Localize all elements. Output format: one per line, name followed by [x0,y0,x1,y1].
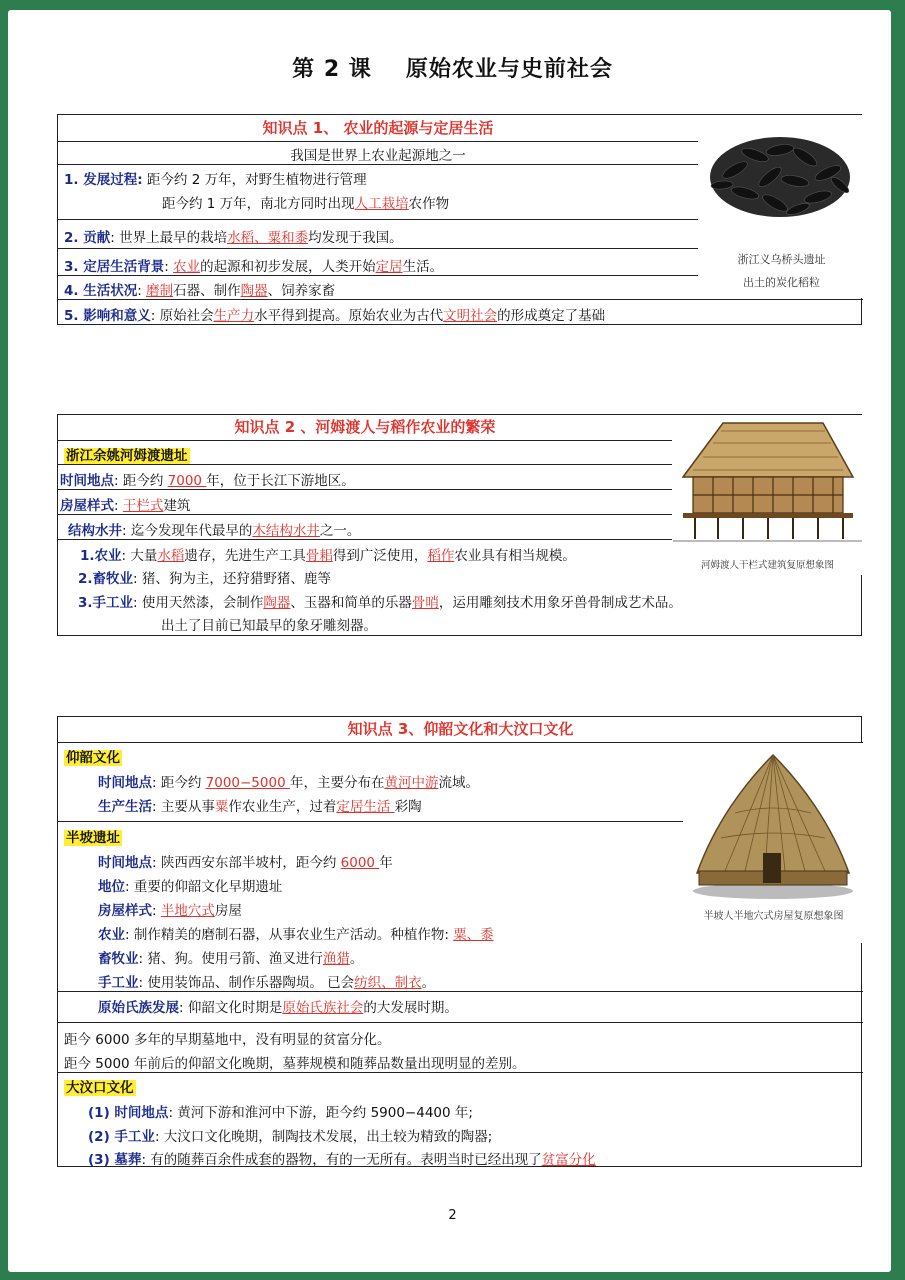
text-development-2: 距今约 1 万年，南北方同时出现 [162,196,355,212]
text: : 迄今发现年代最早的 [122,523,253,539]
label-agriculture: 农业 [98,927,125,943]
key-term: 水稻 [157,548,185,564]
text: : 猪、狗为主，还狩猎野猪、鹿等 [133,571,331,587]
text: 的大发展时期。 [363,1000,458,1016]
key-term: 粟 [214,799,229,815]
key-term: 定居生活 [336,799,395,815]
key-term: 7000−5000 [205,775,290,791]
text: : 原始社会 [150,308,214,324]
text: ，运用雕刻技术用象牙兽骨制成艺术品。 [438,595,682,611]
text-ivory: 出土了目前已知最早的象牙雕刻器。 [161,618,377,634]
stilt-house-illustration [673,415,862,545]
caption: 半坡人半地穴式房屋复原想象图 [703,911,844,922]
text: : 世界上最早的栽培 [110,230,228,246]
label-handicraft: (2) 手工业 [88,1129,155,1145]
key-term: 粟、黍 [453,927,494,943]
label-livestock: 2.畜牧业 [78,571,134,587]
text: 之一。 [319,523,361,539]
text: : 大量 [121,548,158,564]
text-development-1: 距今约 2 万年，对野生植物进行管理 [146,172,367,188]
text: 遗存，先进生产工具 [184,548,306,564]
text: 年 [379,855,393,871]
label-well: 结构水井 [68,523,122,539]
section-1-subheading: 我国是世界上农业起源地之一 [290,148,466,164]
text: 石器、制作 [173,283,241,299]
key-term: 7000 [167,473,207,489]
text: 的形成奠定了基础 [497,308,606,324]
label-contribution: 2. 贡献 [64,230,111,246]
label-burial: (3) 墓葬 [88,1152,142,1168]
caption-line-2: 出土的炭化稻粒 [743,276,820,289]
label-living: 4. 生活状况 [64,283,138,299]
site-name: 浙江余姚河姆渡遗址 [66,448,188,464]
lesson-number: 第 2 课 [292,57,372,82]
text: : 距今约 [152,775,206,791]
text: : 使用装饰品、制作乐器陶埙。 已会 [138,975,355,991]
label-handicraft: 3.手工业 [78,595,134,611]
key-term: 农业 [173,259,201,275]
text: 生活。 [402,259,444,275]
key-term: 陶器 [240,283,268,299]
carbonized-rice-illustration [700,115,863,235]
key-term: 贫富分化 [541,1152,596,1168]
label-house-style: 房屋样式 [60,498,114,514]
text: 农业具有相当规模。 [454,548,576,564]
label-status: 地位 [98,879,125,895]
label-handicraft: 手工业 [98,975,139,991]
text: 房屋 [214,903,242,919]
label-livestock: 畜牧业 [98,951,139,967]
key-term: 渔猎 [322,951,350,967]
label-production: 生产生活 [98,799,152,815]
key-term: 骨哨 [411,595,439,611]
text: : 猪、狗。使用弓箭、渔叉进行 [138,951,323,967]
text: 均发现于我国。 [308,230,403,246]
key-term: 原始氏族社会 [282,1000,364,1016]
text: : 重要的仰韶文化早期遗址 [125,879,283,895]
lesson-title: 原始农业与史前社会 [405,57,613,82]
text: : 距今约 [114,473,168,489]
text: : 大汶口文化晚期，制陶技术发展，出土较为精致的陶器; [154,1129,493,1145]
page-title [0,52,905,83]
text-tomb-early: 距今 6000 多年的早期墓地中，没有明显的贫富分化。 [64,1032,391,1048]
key-term: 半地穴式 [160,903,215,919]
text: : 制作精美的磨制石器，从事农业生产活动。种植作物: [125,927,454,943]
text: 水平得到提高。原始农业为古代 [254,308,444,324]
key-term: 人工栽培 [354,196,409,212]
text: 得到广泛使用， [332,548,428,564]
semi-subterranean-house-image [685,743,862,943]
label-agriculture: 1.农业 [80,548,122,564]
text: : 有的随葬百余件成套的器物，有的一无所有。表明当时已经出现了 [141,1152,542,1168]
dawenkou-heading: 大汶口文化 [66,1080,134,1096]
key-term: 黄河中游 [384,775,439,791]
label-time-place: (1) 时间地点 [88,1105,169,1121]
label-time-place: 时间地点 [98,775,152,791]
text: 建筑 [163,498,191,514]
key-term: 定居 [375,259,403,275]
text: : [152,903,161,919]
text: 彩陶 [394,799,422,815]
text: 。 [349,951,364,967]
text: 。 [421,975,436,991]
text: 作农业生产，过着 [228,799,337,815]
caption-line-1: 浙江义乌桥头遗址 [737,253,826,266]
caption: 河姆渡人干栏式建筑复原想象图 [700,560,834,571]
label-clan-development: 原始氏族发展 [98,1000,179,1016]
label-development: 1. 发展过程: [64,172,143,188]
key-term: 纺织、制衣 [354,975,422,991]
key-term: 水稻、粟和黍 [227,230,309,246]
text: 农作物 [408,196,450,212]
key-term: 稻作 [427,548,455,564]
label-time-place: 时间地点 [98,855,152,871]
section-1-heading: 知识点 1、 农业的起源与定居生活 [58,115,698,142]
key-term: 磨制 [146,283,174,299]
text: : 使用天然漆，会制作 [133,595,264,611]
banpo-heading: 半坡遗址 [66,830,120,846]
text: : 仰韶文化时期是 [179,1000,283,1016]
text: 流域。 [438,775,479,791]
text-tomb-late: 距今 5000 年前后的仰韶文化晚期，墓葬规模和随葬品数量出现明显的差别。 [64,1056,526,1072]
text: : 陕西西安东部半坡村，距今约 [152,855,341,871]
text: : [137,283,147,299]
key-term: 生产力 [213,308,255,324]
key-term: 陶器 [263,595,291,611]
text: 的起源和初步发展，人类开始 [200,259,376,275]
key-term: 文明社会 [443,308,498,324]
label-settlement: 3. 定居生活背景 [64,259,165,275]
key-term: 骨耜 [305,548,333,564]
label-influence: 5. 影响和意义 [64,308,151,324]
text: : [164,259,174,275]
stilt-house-image [673,415,862,575]
label-house-style: 房屋样式 [98,903,152,919]
label-time-place: 时间地点 [60,473,114,489]
text: : 主要从事 [152,799,215,815]
text: 年，位于长江下游地区。 [206,473,355,489]
text: : [114,498,123,514]
text: : 黄河下游和淮河中下游，距今约 5900−4400 年; [168,1105,473,1121]
page-number: 2 [448,1208,457,1223]
text: 年，主要分布在 [289,775,385,791]
key-term: 干栏式 [122,498,164,514]
thatched-hut-illustration [685,743,862,903]
rice-grains-image [699,115,863,298]
key-term: 6000 [340,855,380,871]
section-1 [57,114,862,325]
section-3 [57,716,862,1167]
section-2 [57,414,862,636]
section-2-heading: 知识点 2 、河姆渡人与稻作农业的繁荣 [234,418,496,436]
text: 、玉器和简单的乐器 [290,595,412,611]
section-3-heading: 知识点 3、仰韶文化和大汶口文化 [347,720,574,738]
key-term: 木结构水井 [252,523,320,539]
text: 、饲养家畜 [267,283,336,299]
yangshao-heading: 仰韶文化 [66,750,120,766]
